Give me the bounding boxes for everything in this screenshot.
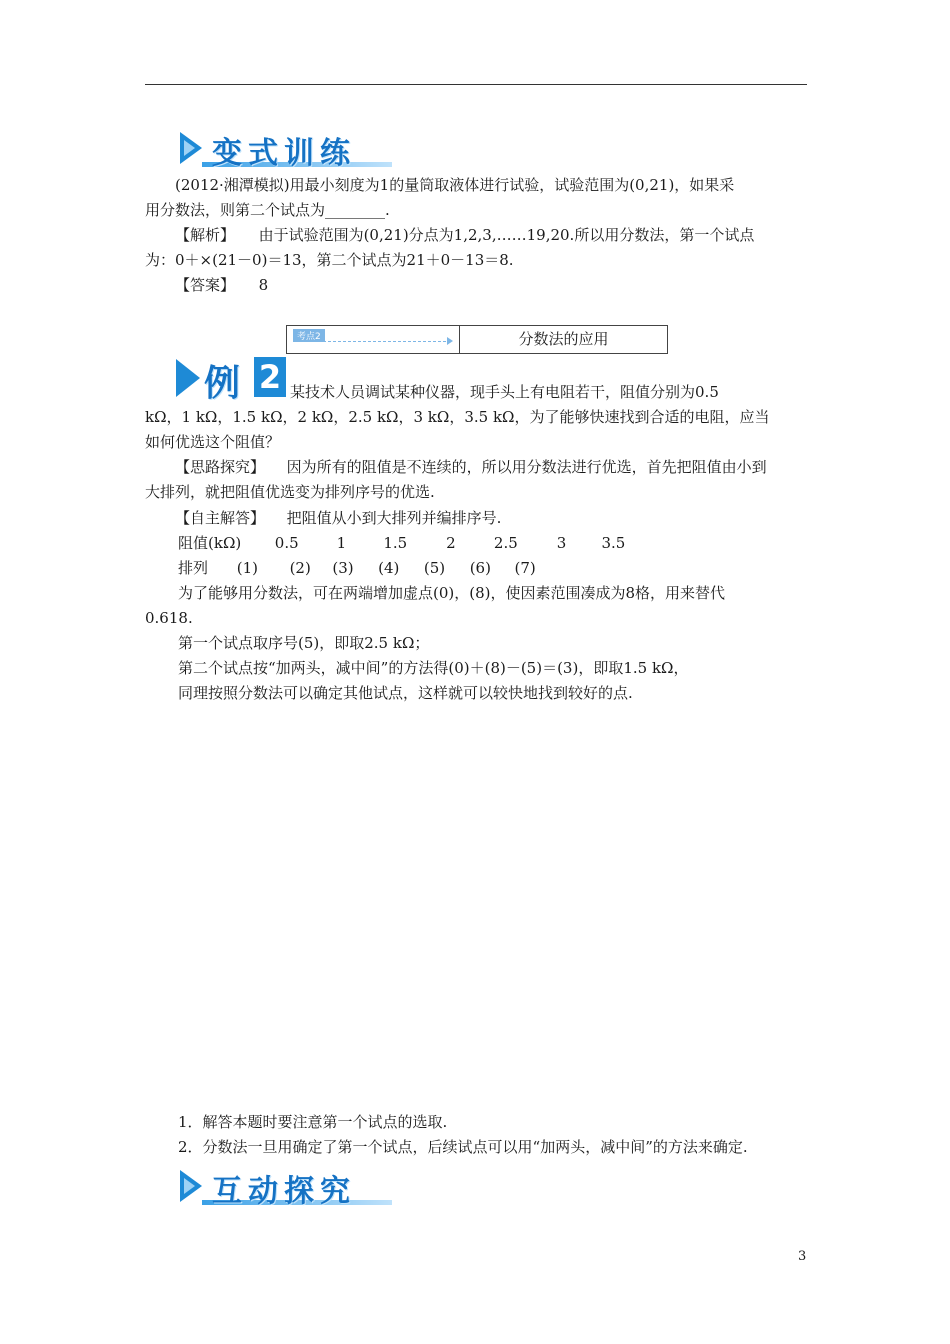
paragraph-1-line1: 为了能够用分数法，可在两端增加虚点(0)，(8)，使因素范围凑成为8格，用来替代	[178, 584, 726, 602]
paragraph-1-line2: 0.618.	[145, 609, 193, 627]
example-badge-text: 例	[204, 363, 241, 404]
resistance-value: 2.5	[493, 534, 518, 552]
order-label: 排列	[178, 559, 209, 577]
topic-tag: 考点2	[293, 329, 325, 342]
thinking-line2: 大排列，就把阻值优选变为排列序号的优选.	[145, 483, 435, 501]
answer-tag: 【答案】	[175, 276, 236, 294]
topic-title: 分数法的应用	[518, 330, 609, 348]
page-number: 3	[798, 1249, 807, 1264]
variant-question-line2: 用分数法，则第二个试点为________.	[145, 201, 390, 219]
note-2: 2．分数法一旦用确定了第一个试点，后续试点可以用“加两头，减中间”的方法来确定.	[178, 1138, 748, 1156]
example-badge-number: 2	[254, 357, 286, 397]
resistance-value: 3.5	[601, 534, 626, 552]
thinking-section	[175, 456, 767, 478]
order-value: (7)	[514, 559, 536, 577]
order-value: (6)	[469, 559, 491, 577]
thinking-text: 因为所有的阻值是不连续的，所以用分数法进行优选，首先把阻值由小到	[286, 458, 767, 476]
resistance-value: 0.5	[274, 534, 299, 552]
variant-analysis-line2: 为：0＋×(21－0)＝13，第二个试点为21＋0－13＝8.	[145, 251, 514, 269]
variant-question-line1: (2012·湘潭模拟)用最小刻度为1的量筒取液体进行试验，试验范围为(0,21)，如果采	[175, 176, 735, 194]
analysis-tag: 【解析】	[175, 226, 236, 244]
paragraph-2: 第一个试点取序号(5)，即取2.5 kΩ；	[178, 634, 430, 652]
order-value: (2)	[289, 559, 311, 577]
banner-title: 互动探究	[212, 1174, 356, 1209]
example-badge	[176, 357, 286, 404]
analysis-text: 由于试验范围为(0,21)分点为1,2,3,……19,20.所以用分数法，第一个试点	[258, 226, 755, 244]
answer-value: 8	[258, 276, 269, 294]
solution-tag: 【自主解答】	[175, 509, 266, 527]
order-row	[178, 557, 536, 579]
resistance-value: 3	[556, 534, 567, 552]
arrow-right-icon	[447, 337, 453, 345]
variant-training-banner	[180, 128, 395, 171]
banner-title: 变式训练	[212, 136, 356, 171]
paragraph-4: 同理按照分数法可以确定其他试点，这样就可以较快地找到较好的点.	[178, 684, 633, 702]
variant-analysis	[175, 224, 754, 246]
resistance-value: 2	[446, 534, 456, 552]
topic-header-box	[286, 325, 668, 354]
paragraph-3: 第二个试点按“加两头，减中间”的方法得(0)＋(8)－(5)＝(3)，即取1.5 kΩ，	[178, 659, 689, 677]
badge-arrow-icon	[176, 359, 200, 397]
header-rule	[145, 84, 807, 85]
solution-intro: 把阻值从小到大排列并编排序号.	[286, 509, 502, 527]
resistance-value: 1	[336, 534, 347, 552]
order-value: (3)	[332, 559, 354, 577]
thinking-tag: 【思路探究】	[175, 458, 266, 476]
example-question-line1: 某技术人员调试某种仪器，现手头上有电阻若干，阻值分别为0.5	[290, 383, 719, 401]
order-value: (4)	[378, 559, 400, 577]
interactive-exploration-banner	[180, 1166, 395, 1209]
order-value: (5)	[423, 559, 446, 577]
variant-answer	[175, 274, 268, 296]
resistance-value: 1.5	[383, 534, 408, 552]
solution-section	[175, 507, 501, 529]
example-question-line2: kΩ，1 kΩ，1.5 kΩ，2 kΩ，2.5 kΩ，3 kΩ，3.5 kΩ，为了能够快速找到合适的电阻，应当	[145, 408, 770, 426]
note-1: 1．解答本题时要注意第一个试点的选取.	[178, 1113, 448, 1131]
order-value: (1)	[236, 559, 259, 577]
resistance-label: 阻值(kΩ)	[178, 534, 242, 552]
resistance-row	[178, 532, 625, 554]
example-question-line3: 如何优选这个阻值？	[145, 433, 281, 451]
